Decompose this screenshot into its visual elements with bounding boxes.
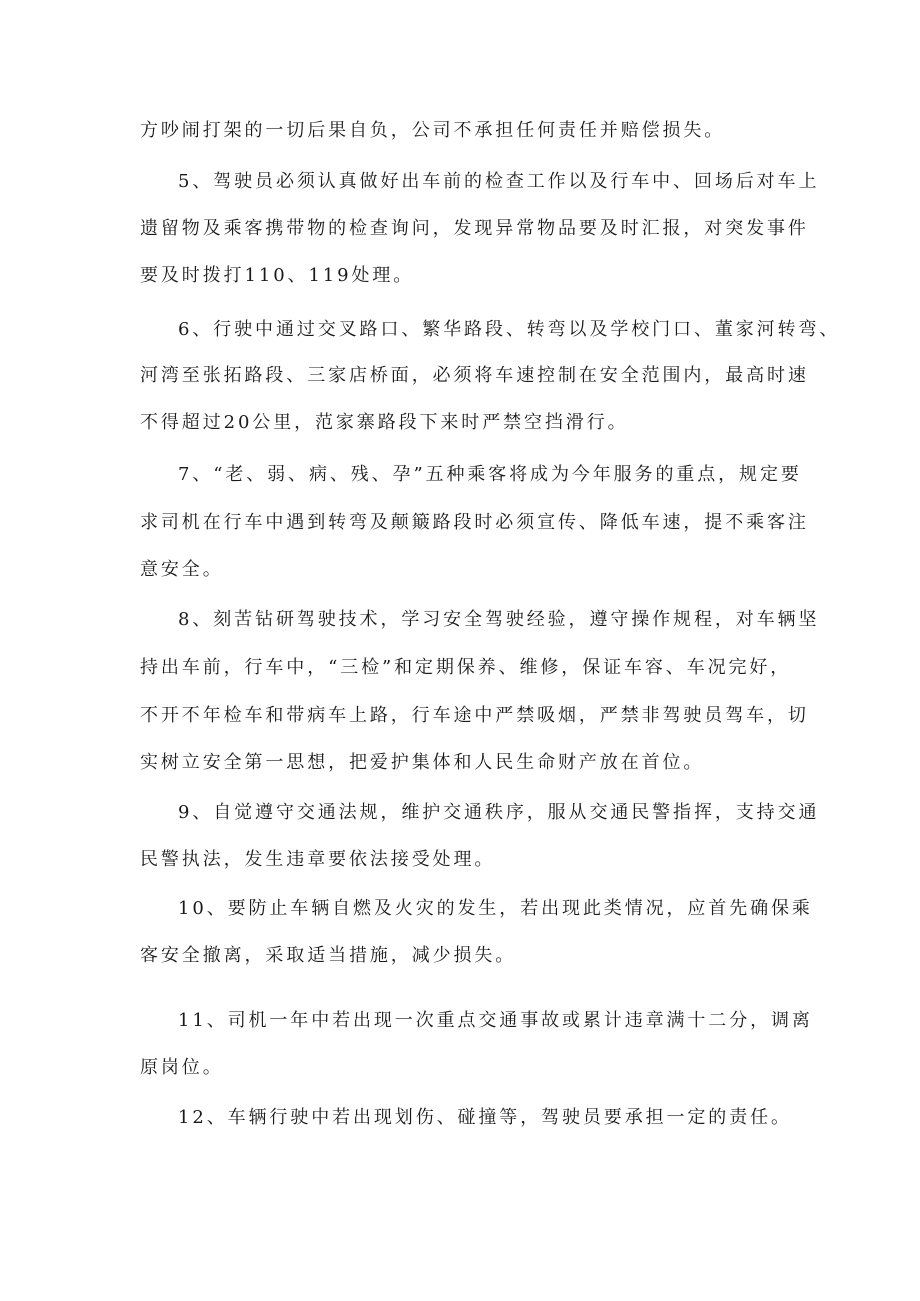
text-line: 方吵闹打架的一切后果自负，公司不承担任何责任并赔偿损失。 <box>140 120 726 141</box>
text-line: 9、自觉遵守交通法规，维护交通秩序，服从交通民警指挥，支持交通 <box>178 802 820 823</box>
text-line: 河湾至张拓路段、三家店桥面，必须将车速控制在安全范围内，最高时速 <box>140 365 809 386</box>
text-line: 5、驾驶员必须认真做好出车前的检查工作以及行车中、回场后对车上 <box>178 171 820 192</box>
text-line: 10、要防止车辆自燃及火灾的发生，若出现此类情况，应首先确保乘 <box>178 898 813 919</box>
text-line: 实树立安全第一思想，把爱护集体和人民生命财产放在首位。 <box>140 752 705 773</box>
text-line: 民警执法，发生违章要依法接受处理。 <box>140 849 496 870</box>
text-line: 8、刻苦钻研驾驶技术，学习安全驾驶经验，遵守操作规程，对车辆坚 <box>178 609 820 630</box>
text-line: 原岗位。 <box>140 1057 224 1078</box>
text-line: 遗留物及乘客携带物的检查询问，发现异常物品要及时汇报，对突发事件 <box>140 218 809 239</box>
text-line: 12、车辆行驶中若出现划伤、碰撞等，驾驶员要承担一定的责任。 <box>178 1107 792 1128</box>
text-line: 客安全撤离，采取适当措施，减少损失。 <box>140 945 517 966</box>
text-line: 要及时拨打110、119处理。 <box>140 265 415 286</box>
text-line: 意安全。 <box>140 559 224 580</box>
text-line: 6、行驶中通过交叉路口、繁华路段、转弯以及学校门口、董家河转弯、 <box>178 319 841 340</box>
text-line: 7、“老、弱、病、残、孕”五种乘客将成为今年服务的重点，规定要 <box>178 464 802 485</box>
text-line: 求司机在行车中遇到转弯及颠簸路段时必须宣传、降低车速，提不乘客注 <box>140 512 809 533</box>
text-line: 持出车前，行车中，“三检”和定期保养、维修，保证车容、车况完好， <box>140 657 792 678</box>
text-line: 不得超过20公里，范家寨路段下来时严禁空挡滑行。 <box>140 412 629 433</box>
text-line: 11、司机一年中若出现一次重点交通事故或累计违章满十二分，调离 <box>178 1010 813 1031</box>
text-line: 不开不年检车和带病车上路，行车途中严禁吸烟，严禁非驾驶员驾车，切 <box>140 705 809 726</box>
